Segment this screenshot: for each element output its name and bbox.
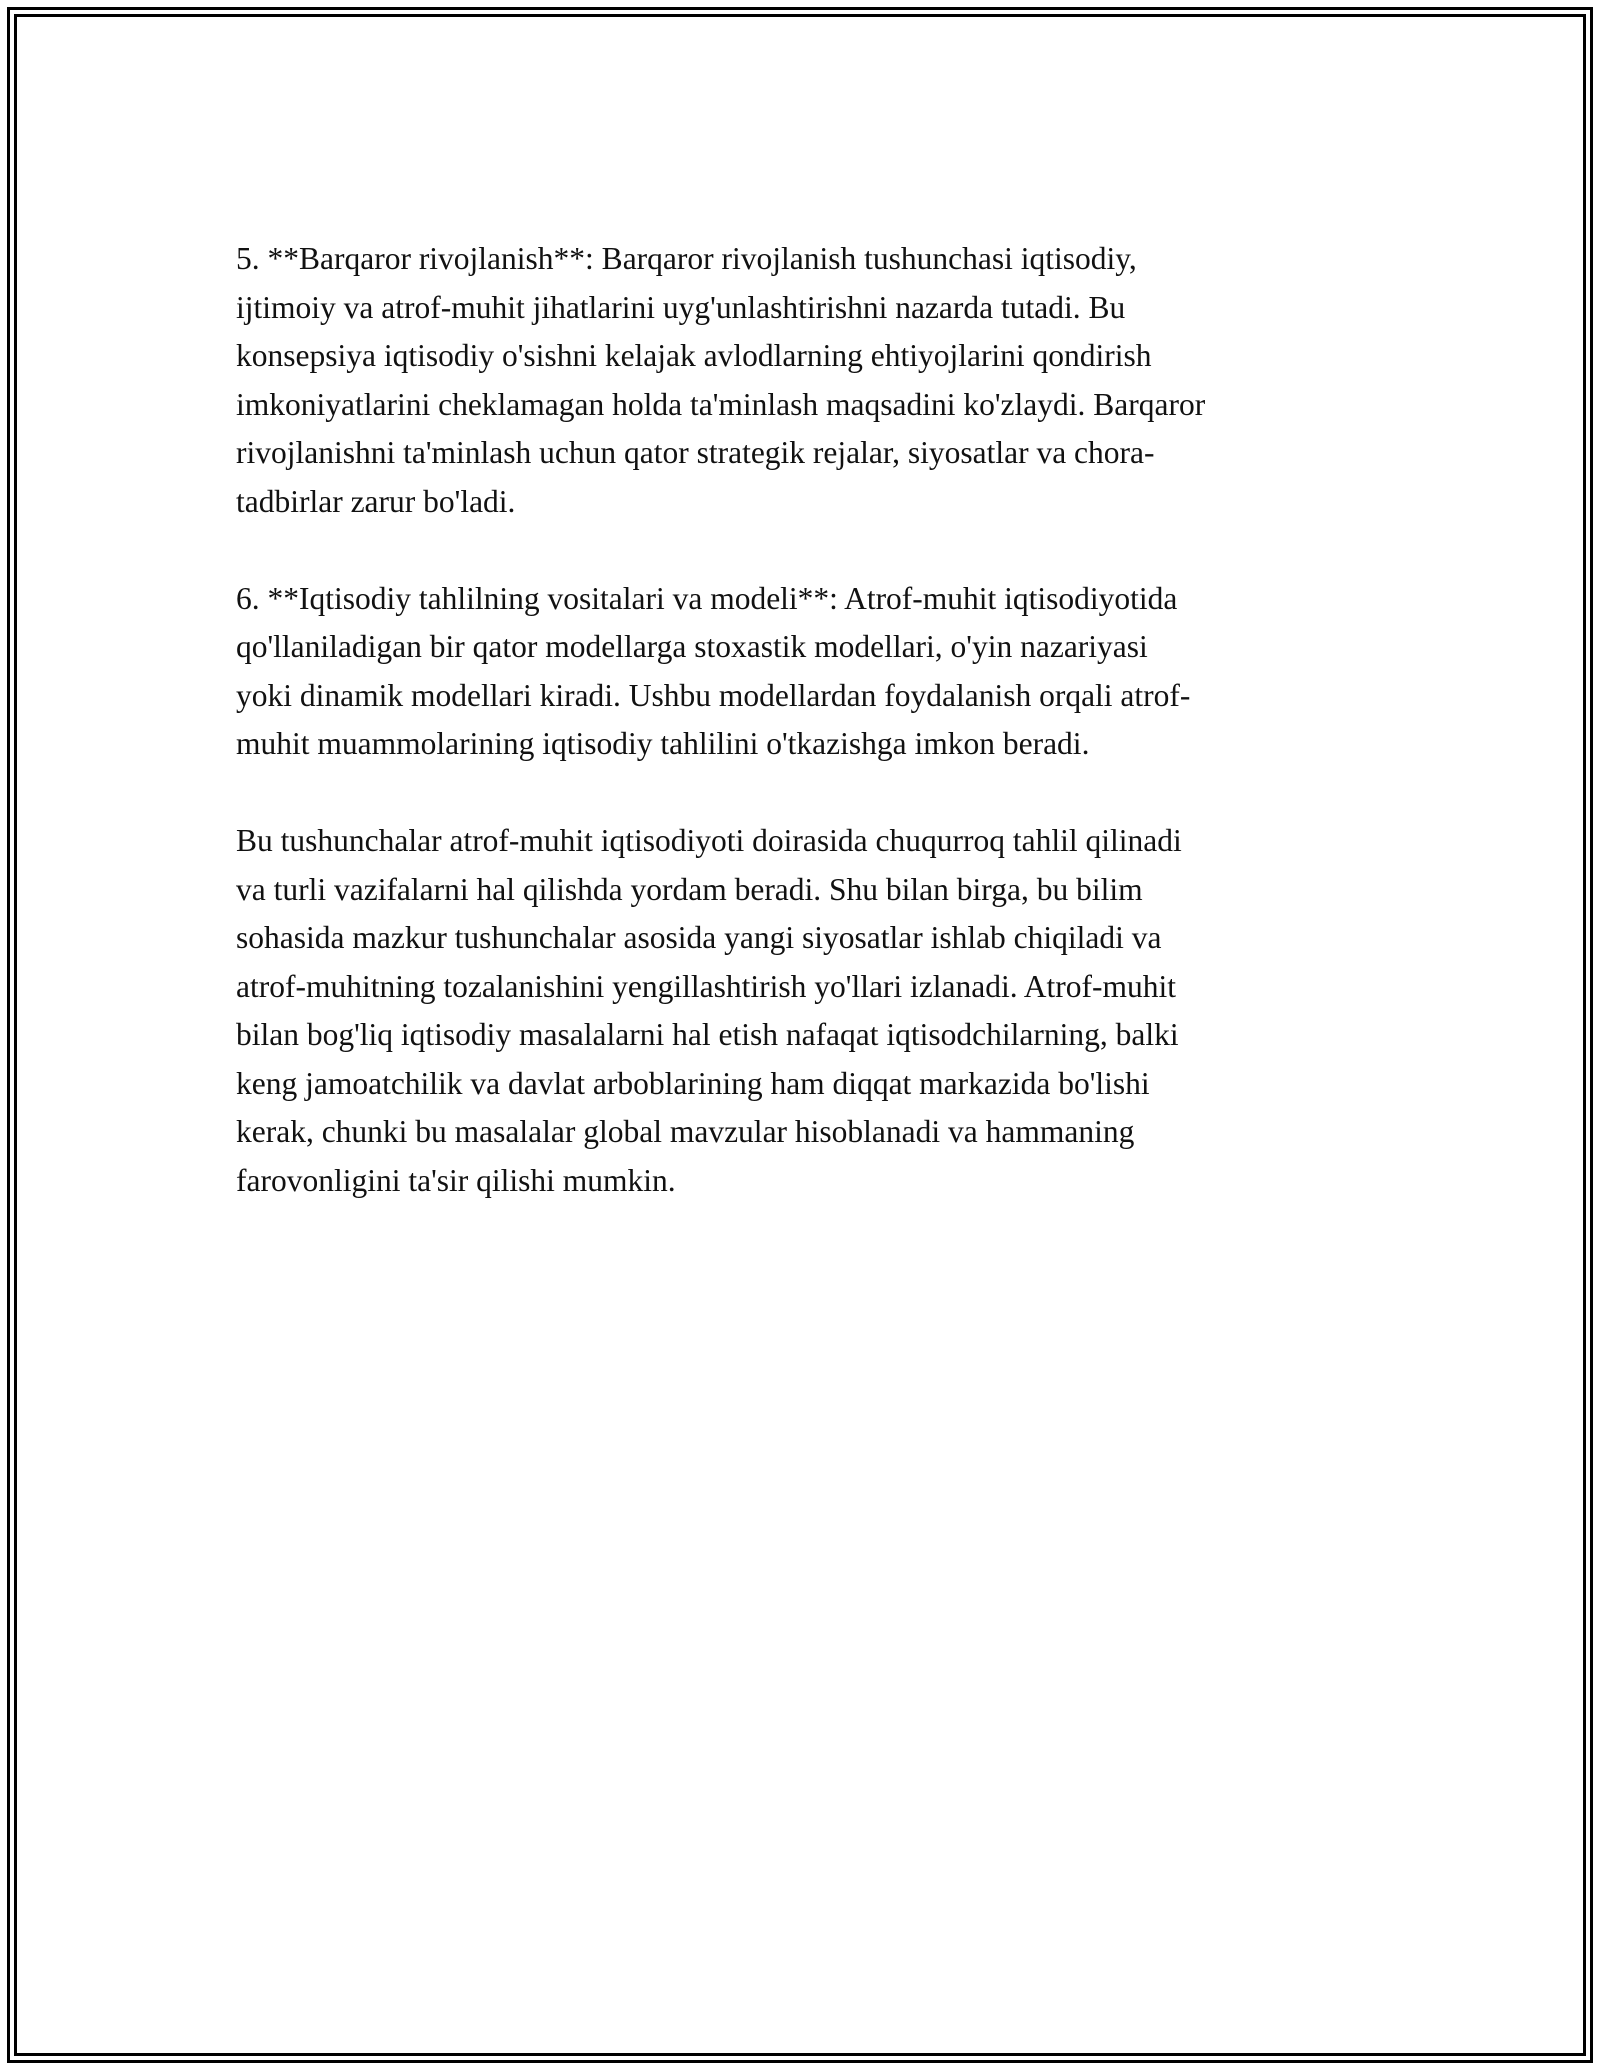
document-body — [236, 235, 1376, 1254]
paragraph-conclusion: Bu tushunchalar atrof-muhit iqtisodiyoti doirasida chuqurroq tahlil qilinadi va turli vazifalarni hal qilishda yordam beradi. Shu bilan birga, bu bilim sohasida mazkur tushunchalar asosida yangi siyosatlar ishlab chiqiladi va atrof-muhitning tozalanishini yengillashtirish yo'llari izlanadi. Atrof-muhit bilan bog'liq iqtisodiy masalalarni hal etish nafaqat iqtisodchilarning, balki keng jamoatchilik va davlat arboblarining ham diqqat markazida bo'lishi kerak, chunki bu masalalar global mavzular hisoblanadi va hammaning farovonligini ta'sir qilishi mumkin. — [236, 823, 1182, 1198]
paragraph-iqtisodiy-tahlil: 6. **Iqtisodiy tahlilning vositalari va modeli**: Atrof-muhit iqtisodiyotida qo'llaniladigan bir qator modellarga stoxastik modellari, o'yin nazariyasi yoki dinamik modellari kiradi. Ushbu modellardan foydalanish orqali atrof- muhit muammolarining iqtisodiy tahlilini o'tkazishga imkon beradi. — [236, 580, 1191, 761]
paragraph-barqaror-rivojlanish: 5. **Barqaror rivojlanish**: Barqaror rivojlanish tushunchasi iqtisodiy, ijtimoiy va atrof-muhit jihatlarini uyg'unlashtirishni nazarda tutadi. Bu konsepsiya iqtisodiy o'sishni kelajak avlodlarning ehtiyojlarini qondirish imkoniyatlarini cheklamagan holda ta'minlash maqsadini ko'zlaydi. Barqaror rivojlanishni ta'minlash uchun qator strategik rejalar, siyosatlar va chora- tadbirlar zarur bo'ladi. — [236, 241, 1206, 519]
